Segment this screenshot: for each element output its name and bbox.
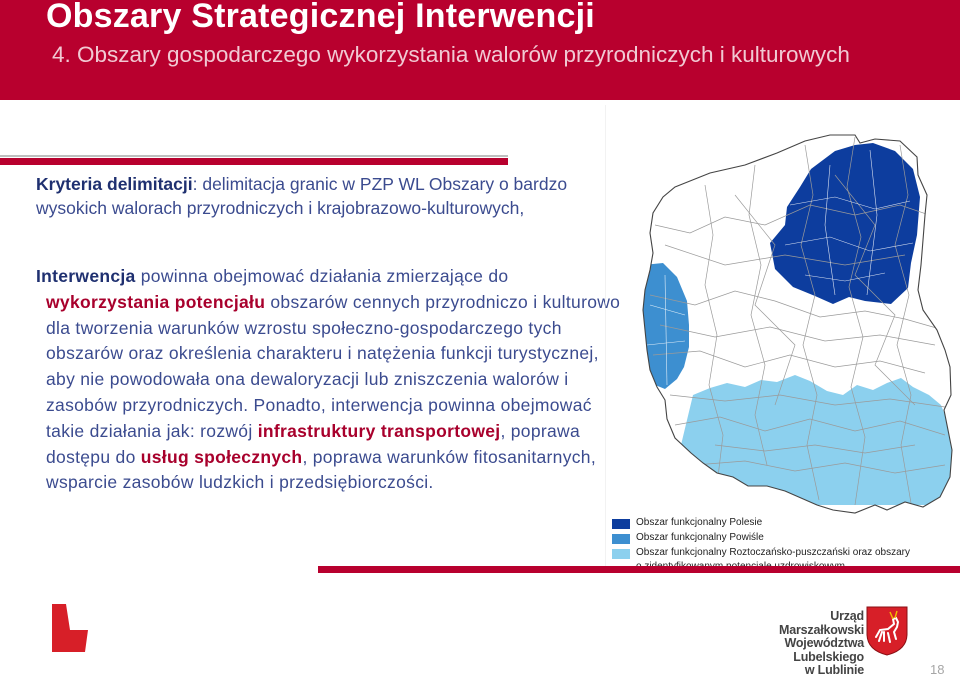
slide-title: Obszary Strategicznej Interwencji <box>46 0 595 35</box>
divider-bottom <box>318 566 960 573</box>
legend-label: Obszar funkcjonalny Roztoczańsko-puszczański oraz obszary <box>636 547 911 558</box>
highlight-transport: infrastruktury transportowej <box>257 420 501 441</box>
legend-swatch <box>612 519 630 529</box>
intervention-label: Interwencja <box>36 266 136 286</box>
lubelskie-logo <box>52 604 88 652</box>
criteria-label: Kryteria delimitacji <box>36 174 193 194</box>
slide-subtitle: 4. Obszary gospodarczego wykorzystania walorów przyrodniczych i kulturowych <box>52 42 850 67</box>
page-number: 18 <box>930 662 945 677</box>
legend-swatch <box>612 549 630 559</box>
criteria-text: : delimitacja granic w PZP WL Obszary o bardzo wysokich walorach przyrodniczych i krajobrazowo-kulturowych, <box>36 174 568 218</box>
intervention-paragraph: Interwencja powinna obejmować działania zmierzające do wykorzystania potencjału obszarów cennych przyrodniczo i kulturowo dla tworzenia warunków wzrostu społeczno-gospodarczego tych obszarów oraz określenia charakteru i natężenia funkcji turystycznej, aby nie powodowała ona dewaloryzacji lub zniszczenia walorów i zasobów przyrodniczych. Ponadto, interwencja powinna obejmować takie działania jak: rozwój infrastruktury transportowej, poprawa dostępu do usług społecznych, poprawa warunków fitosanitarnych, wsparcie zasobów ludzkich i przedsiębiorczości. <box>36 266 621 493</box>
region-map <box>605 105 958 568</box>
legend-label: Obszar funkcjonalny Powiśle <box>636 532 764 543</box>
legend-label: Obszar funkcjonalny Polesie <box>636 517 763 528</box>
legend-swatch <box>612 534 630 544</box>
highlight-social-services: usług społecznych <box>140 446 303 467</box>
criteria-paragraph <box>36 172 611 220</box>
office-name: Urząd Marszałkowski Województwa Lubelskiego w Lublinie <box>779 609 864 677</box>
title-bar <box>0 0 960 100</box>
coat-of-arms-icon <box>866 606 908 656</box>
highlight-potential: wykorzystania potencjału <box>46 291 266 312</box>
divider-top <box>0 155 508 165</box>
